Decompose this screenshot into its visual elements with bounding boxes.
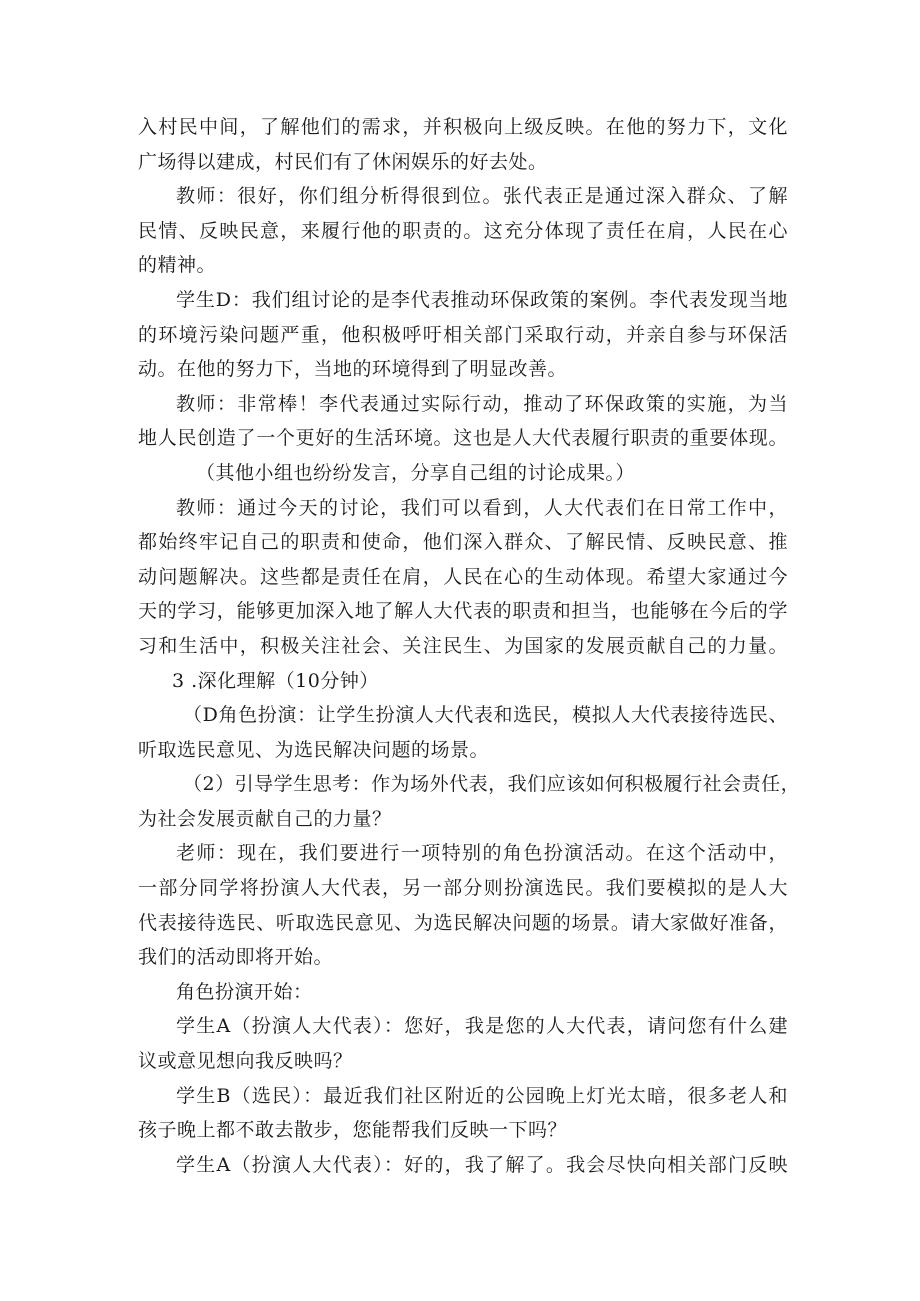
- text-line: 动问题解决。这些都是责任在肩，人民在心的生动体现。希望大家通过今: [138, 565, 788, 588]
- text-line: 教师：很好，你们组分析得很到位。张代表正是通过深入群众、了解: [176, 185, 788, 208]
- text-line: 学生A（扮演人大代表）：您好，我是您的人大代表，请问您有什么建: [176, 1015, 788, 1038]
- text-line: 角色扮演开始：: [176, 980, 313, 1003]
- text-line: 入村民中间，了解他们的需求，并积极向上级反映。在他的努力下，文化: [138, 116, 788, 138]
- text-line: 老师：现在，我们要进行一项特别的角色扮演活动。在这个活动中，: [176, 842, 788, 865]
- text-line: 民情、反映民意，来履行他的职责的。这充分体现了责任在肩，人民在心: [138, 219, 788, 242]
- text-line: （其他小组也纷纷发言，分享自己组的讨论成果。）: [196, 461, 636, 484]
- text-line: 一部分同学将扮演人大代表，另一部分则扮演选民。我们要模拟的是人大: [138, 877, 788, 900]
- text-line: 教师：非常棒！李代表通过实际行动，推动了环保政策的实施，为当: [176, 392, 788, 415]
- text-line: 学生D：我们组讨论的是李代表推动环保政策的案例。李代表发现当地: [176, 288, 788, 311]
- section-heading: 3 .深化理解（10分钟）: [172, 669, 379, 692]
- document-body: [138, 110, 801, 1182]
- text-line: 我们的活动即将开始。: [138, 946, 334, 969]
- text-line: 听取选民意见、为选民解决问题的场景。: [138, 738, 490, 761]
- text-line: 教师：通过今天的讨论，我们可以看到，人大代表们在日常工作中，: [176, 496, 788, 519]
- text-line: 天的学习，能够更加深入地了解人大代表的职责和担当，也能够在今后的学: [138, 600, 788, 623]
- text-line: 广场得以建成，村民们有了休闲娱乐的好去处。: [138, 150, 548, 173]
- text-line: 都始终牢记自己的职责和使命，他们深入群众、了解民情、反映民意、推: [138, 531, 788, 554]
- text-line: （D角色扮演：让学生扮演人大代表和选民，模拟人大代表接待选民、: [183, 704, 788, 727]
- text-line: 的环境污染问题严重，他积极呼吁相关部门采取行动，并亲自参与环保活: [138, 323, 788, 346]
- text-line: 议或意见想向我反映吗？: [138, 1050, 353, 1073]
- text-line: 学生B（选民）：最近我们社区附近的公园晚上灯光太暗，很多老人和: [176, 1084, 788, 1107]
- text-line: 学生A（扮演人大代表）：好的，我了解了。我会尽快向相关部门反映: [176, 1153, 788, 1176]
- text-line: 代表接待选民、听取选民意见、为选民解决问题的场景。请大家做好准备，: [138, 911, 788, 934]
- text-line: 动。在他的努力下，当地的环境得到了明显改善。: [138, 358, 568, 381]
- text-line: 孩子晚上都不敢去散步，您能帮我们反映一下吗？: [138, 1119, 568, 1142]
- text-line: （2）引导学生思考：作为场外代表，我们应该如何积极履行社会责任，: [183, 773, 801, 796]
- text-line: 地人民创造了一个更好的生活环境。这也是人大代表履行职责的重要体现。: [138, 427, 788, 450]
- text-line: 习和生活中，积极关注社会、关注民生、为国家的发展贡献自己的力量。: [138, 634, 788, 657]
- text-line: 的精神。: [138, 254, 217, 277]
- text-line: 为社会发展贡献自己的力量？: [138, 807, 392, 830]
